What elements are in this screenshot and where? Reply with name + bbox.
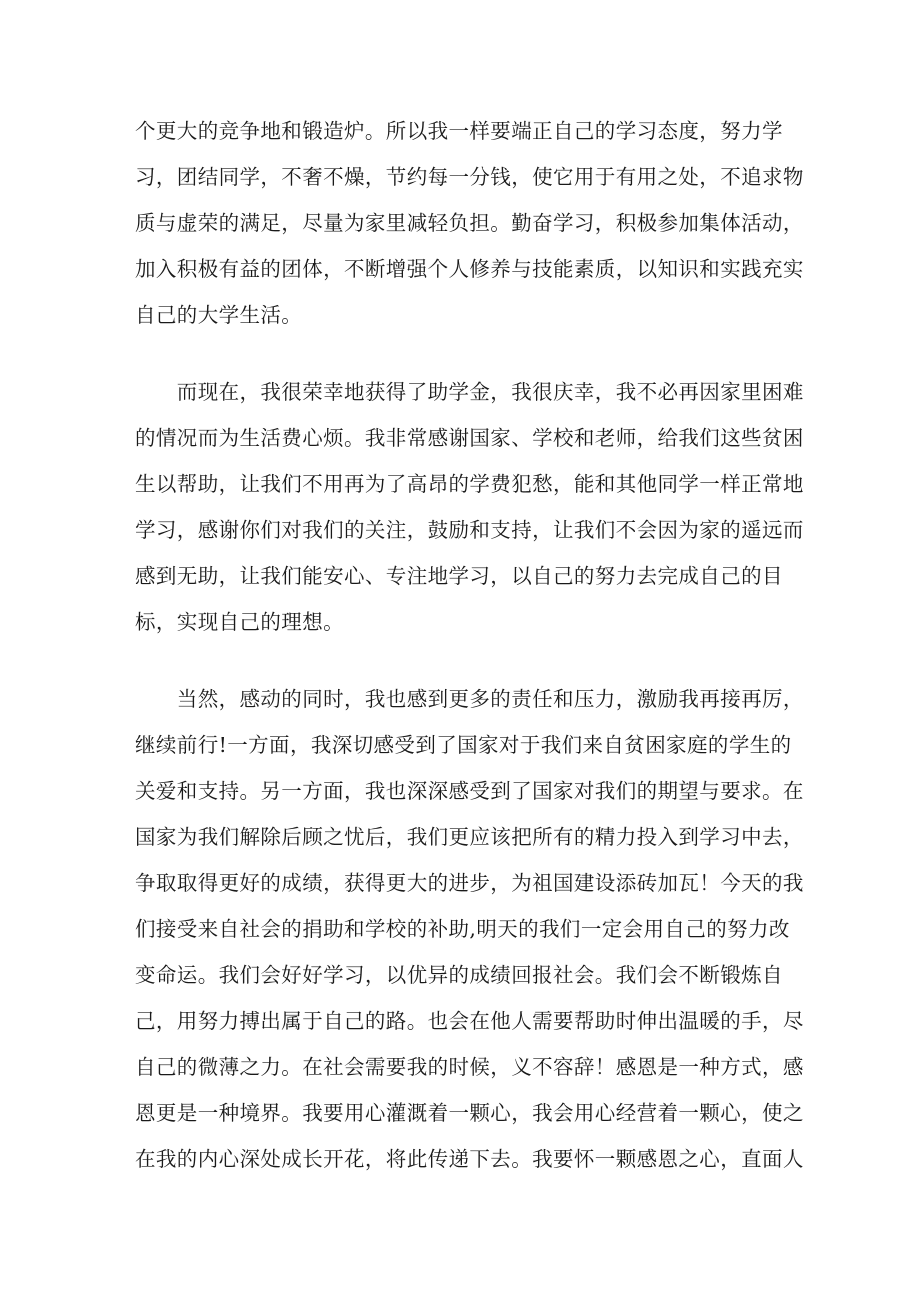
paragraph-spacer [135,645,785,676]
text-line: 质与虚荣的满足，尽量为家里减轻负担。勤奋学习，积极参加集体活动， [135,211,804,235]
text-line: 学习，感谢你们对我们的关注，鼓励和支持，让我们不会因为家的遥远而 [135,518,804,542]
text-line: 自己的大学生活。 [135,303,303,327]
text-line: 变命运。我们会好好学习，以优异的成绩回报社会。我们会不断锻炼自 [135,963,783,987]
text-line: 继续前行!一方面，我深切感受到了国家对于我们来自贫困家庭的学生的 [135,733,792,757]
document-body [135,108,804,1182]
text-line: 加入积极有益的团体，不断增强个人修养与技能素质，以知识和实践充实 [135,257,804,281]
text-line: 恩更是一种境界。我要用心灌溉着一颗心，我会用心经营着一颗心，使之 [135,1101,804,1125]
text-line: 生以帮助，让我们不用再为了高昂的学费犯愁，能和其他同学一样正常地 [135,472,804,496]
text-line: 国家为我们解除后顾之忧后，我们更应该把所有的精力投入到学习中去， [135,825,804,849]
text-line: 而现在，我很荣幸地获得了助学金，我很庆幸，我不必再因家里困难 [135,380,804,404]
paragraph-1 [135,108,804,338]
text-line: 自己的微薄之力。在社会需要我的时候，义不容辞！感恩是一种方式，感 [135,1055,804,1079]
text-line: 己，用努力搏出属于自己的路。也会在他人需要帮助时伸出温暖的手，尽 [135,1009,804,1033]
text-line: 习，团结同学，不奢不燥，节约每一分钱，使它用于有用之处，不追求物 [135,165,804,189]
paragraph-2 [135,369,804,645]
text-line: 在我的内心深处成长开花，将此传递下去。我要怀一颗感恩之心，直面人 [135,1147,804,1171]
text-line: 个更大的竞争地和锻造炉。所以我一样要端正自己的学习态度，努力学 [135,119,783,143]
text-line: 当然，感动的同时，我也感到更多的责任和压力，激励我再接再厉， [135,687,804,711]
text-line: 感到无助，让我们能安心、专注地学习，以自己的努力去完成自己的目 [135,564,783,588]
text-line: 关爱和支持。另一方面，我也深深感受到了国家对我们的期望与要求。在 [135,779,804,803]
text-line: 标，实现自己的理想。 [135,610,344,634]
paragraph-spacer [135,338,785,369]
text-line: 的情况而为生活费心烦。我非常感谢国家、学校和老师，给我们这些贫困 [135,426,804,450]
text-line: 们接受来自社会的捐助和学校的补助,明天的我们一定会用自己的努力改 [135,917,790,941]
text-line: 争取取得更好的成绩，获得更大的进步，为祖国建设添砖加瓦！今天的我 [135,871,804,895]
paragraph-3 [135,676,804,1182]
